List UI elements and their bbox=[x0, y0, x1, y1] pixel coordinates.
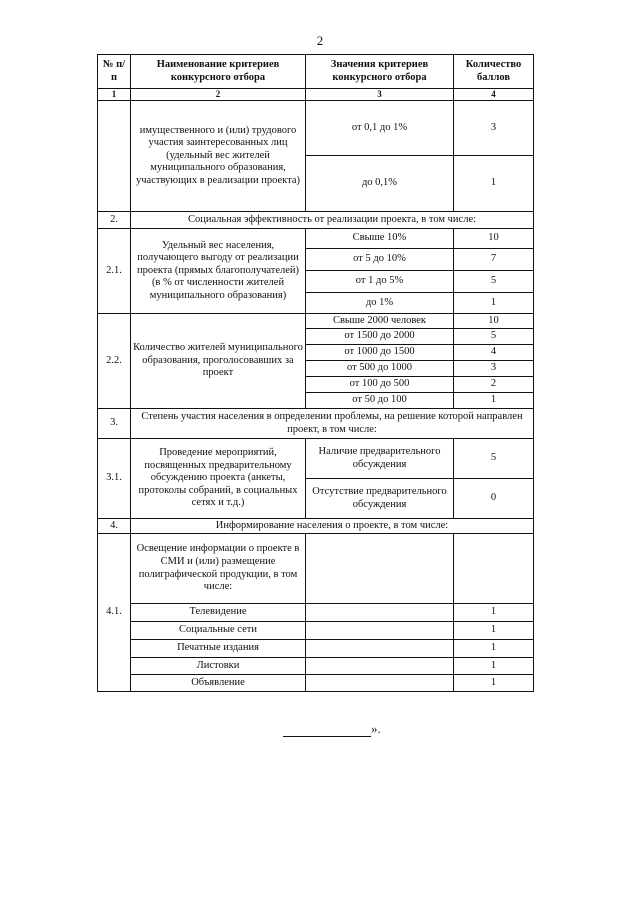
section-title: Информирование населения о проекте, в том числе: bbox=[131, 519, 534, 534]
table-row bbox=[98, 640, 534, 658]
row-num: 2.2. bbox=[98, 314, 131, 409]
row-num: 4.1. bbox=[98, 534, 131, 692]
section-row bbox=[98, 409, 534, 439]
criterion-points: 1 bbox=[454, 604, 534, 622]
criterion-value: от 1 до 5% bbox=[306, 271, 454, 293]
criterion-points: 1 bbox=[454, 675, 534, 692]
col-number: 1 bbox=[98, 89, 131, 101]
criterion-points: 10 bbox=[454, 314, 534, 329]
criterion-points: 1 bbox=[454, 640, 534, 658]
criterion-points: 0 bbox=[454, 479, 534, 519]
criterion-points: 1 bbox=[454, 156, 534, 212]
criterion-value: Отсутствие предварительного обсуждения bbox=[306, 479, 454, 519]
criterion-points: 5 bbox=[454, 329, 534, 345]
section-title: Социальная эффективность от реализации проекта, в том числе: bbox=[131, 212, 534, 229]
criterion-value: от 1000 до 1500 bbox=[306, 345, 454, 361]
criterion-value: Свыше 2000 человек bbox=[306, 314, 454, 329]
table-row bbox=[98, 229, 534, 249]
criterion-name: имущественного и (или) трудового участия заинтересованных лиц (удельный вес жителей муниципального образования, участвующих в реализации проекта) bbox=[131, 101, 306, 212]
signature-line bbox=[283, 724, 371, 737]
table-row bbox=[98, 101, 534, 156]
col-number: 4 bbox=[454, 89, 534, 101]
criterion-points: 5 bbox=[454, 271, 534, 293]
header-row bbox=[98, 55, 534, 89]
criterion-name: Количество жителей муниципального образования, проголосовавших за проект bbox=[131, 314, 306, 409]
criterion-value bbox=[306, 534, 454, 604]
criterion-points: 1 bbox=[454, 293, 534, 314]
criterion-name: Удельный вес населения, получающего выгоду от реализации проекта (прямых благополучателей) (в % от численности жителей муниципального образования) bbox=[131, 229, 306, 314]
row-num: 3.1. bbox=[98, 439, 131, 519]
criterion-points: 2 bbox=[454, 377, 534, 393]
criterion-points: 3 bbox=[454, 101, 534, 156]
table-row bbox=[98, 534, 534, 604]
criterion-value bbox=[306, 622, 454, 640]
row-num bbox=[98, 101, 131, 212]
section-num: 3. bbox=[98, 409, 131, 439]
criterion-value: от 500 до 1000 bbox=[306, 361, 454, 377]
media-item: Телевидение bbox=[131, 604, 306, 622]
closing-mark bbox=[283, 721, 381, 737]
criterion-value bbox=[306, 604, 454, 622]
section-num: 4. bbox=[98, 519, 131, 534]
criterion-value: от 50 до 100 bbox=[306, 393, 454, 409]
closing-quote: ». bbox=[371, 721, 381, 736]
col-number: 3 bbox=[306, 89, 454, 101]
row-num: 2.1. bbox=[98, 229, 131, 314]
media-item: Листовки bbox=[131, 658, 306, 675]
page-number: 2 bbox=[316, 33, 324, 48]
table-row bbox=[98, 675, 534, 692]
criterion-value: от 1500 до 2000 bbox=[306, 329, 454, 345]
criteria-table bbox=[97, 54, 534, 692]
table-row bbox=[98, 622, 534, 640]
criterion-points: 1 bbox=[454, 622, 534, 640]
section-num: 2. bbox=[98, 212, 131, 229]
table-row bbox=[98, 604, 534, 622]
section-row bbox=[98, 212, 534, 229]
table-row bbox=[98, 658, 534, 675]
criterion-name: Освещение информации о проекте в СМИ и (или) размещение полиграфической продукции, в том числе: bbox=[131, 534, 306, 604]
criterion-value: от 5 до 10% bbox=[306, 249, 454, 271]
criterion-value: до 1% bbox=[306, 293, 454, 314]
section-title: Степень участия населения в определении проблемы, на решение которой направлен проект, в том числе: bbox=[131, 409, 534, 439]
section-row bbox=[98, 519, 534, 534]
criterion-points: 1 bbox=[454, 393, 534, 409]
col-number: 2 bbox=[131, 89, 306, 101]
criterion-name: Проведение мероприятий, посвященных предварительному обсуждению проекта (анкеты, протоколы собраний, в социальных сетях и т.д.) bbox=[131, 439, 306, 519]
criterion-value: от 100 до 500 bbox=[306, 377, 454, 393]
criterion-value bbox=[306, 640, 454, 658]
header-num: № п/п bbox=[98, 55, 131, 89]
media-item: Объявление bbox=[131, 675, 306, 692]
criterion-points bbox=[454, 534, 534, 604]
criterion-value: Наличие предварительного обсуждения bbox=[306, 439, 454, 479]
header-values: Значения критериев конкурсного отбора bbox=[306, 55, 454, 89]
criterion-points: 3 bbox=[454, 361, 534, 377]
criterion-points: 1 bbox=[454, 658, 534, 675]
criterion-points: 4 bbox=[454, 345, 534, 361]
criterion-value: до 0,1% bbox=[306, 156, 454, 212]
media-item: Социальные сети bbox=[131, 622, 306, 640]
table-row bbox=[98, 314, 534, 329]
criterion-points: 7 bbox=[454, 249, 534, 271]
criterion-value bbox=[306, 675, 454, 692]
criterion-value bbox=[306, 658, 454, 675]
header-points: Количество баллов bbox=[454, 55, 534, 89]
header-name: Наименование критериев конкурсного отбора bbox=[131, 55, 306, 89]
criterion-value: от 0,1 до 1% bbox=[306, 101, 454, 156]
criterion-points: 10 bbox=[454, 229, 534, 249]
table-row bbox=[98, 439, 534, 479]
criterion-points: 5 bbox=[454, 439, 534, 479]
media-item: Печатные издания bbox=[131, 640, 306, 658]
criterion-value: Свыше 10% bbox=[306, 229, 454, 249]
column-numbers-row bbox=[98, 89, 534, 101]
